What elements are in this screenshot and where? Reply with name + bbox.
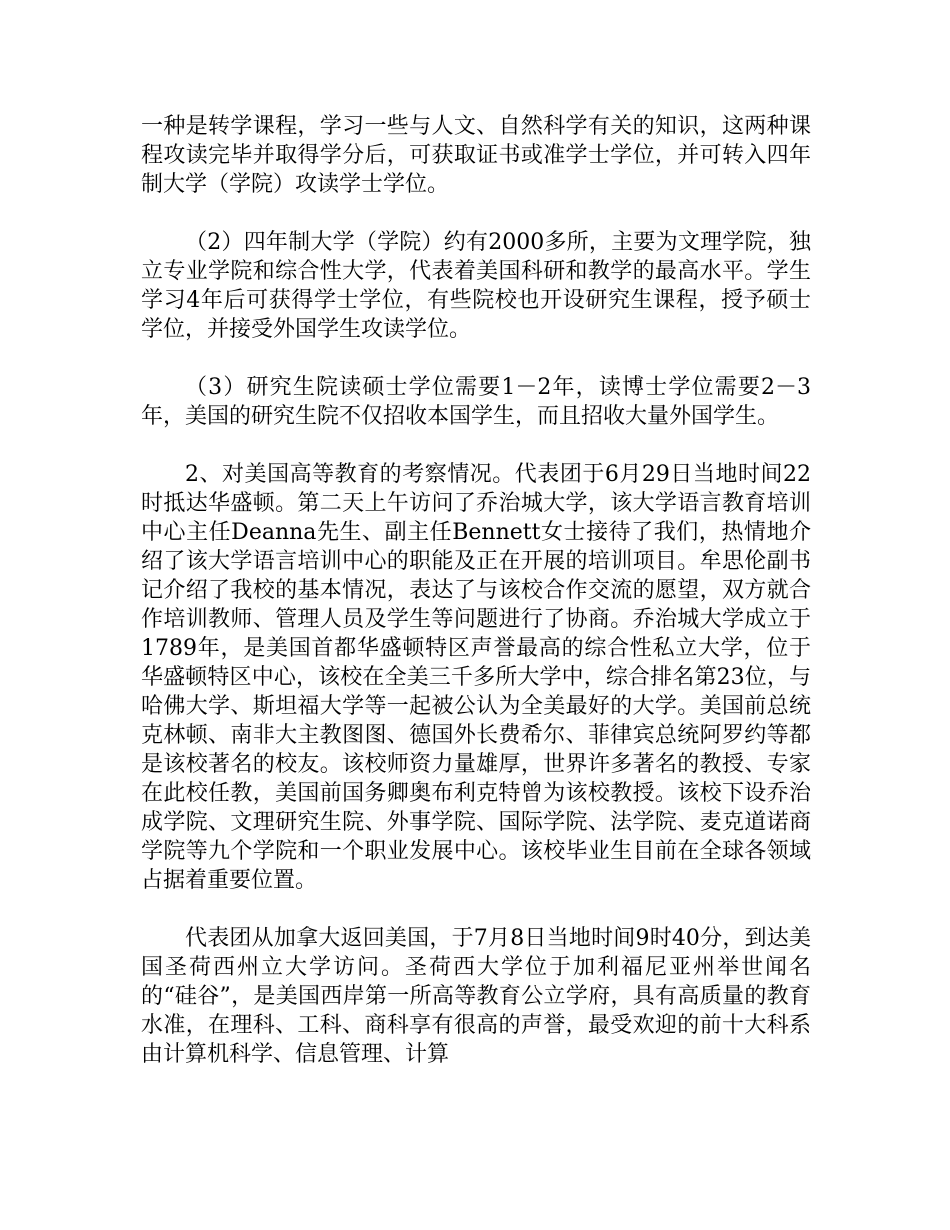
paragraph-san-jose-visit: 代表团从加拿大返回美国，于7月8日当地时间9时40分，到达美国圣荷西州立大学访问。圣荷西大学位于加利福尼亚州举世闻名的“硅谷”，是美国西岸第一所高等教育公立学府，具有高质量的教育水准，在理科、工科、商科享有很高的声誉，最受欢迎的前十大科系由计算机科学、信息管理、计算 bbox=[141, 926, 811, 1067]
paragraph-georgetown-visit: 2、对美国高等教育的考察情况。代表团于6月29日当地时间22时抵达华盛顿。第二天上午访问了乔治城大学，该大学语言教育培训中心主任Deanna先生、副主任Bennett女士接待了我们，热情地介绍了该大学语言培训中心的职能及正在开展的培训项目。牟思伦副书记介绍了我校的基本情况，表达了与该校合作交流的愿望，双方就合作培训教师、管理人员及学生等问题进行了协商。乔治城大学成立于1789年，是美国首都华盛顿特区声誉最高的综合性私立大学，位于华盛顿特区中心，该校在全美三千多所大学中，综合排名第23位，与哈佛大学、斯坦福大学等一起被公认为全美最好的大学。美国前总统克林顿、南非大主教图图、德国外长费希尔、菲律宾总统阿罗约等都是该校著名的校友。该校师资力量雄厚，世界许多著名的教授、专家在此校任教，美国前国务卿奥布利克特曾为该校教授。该校下设乔治成学院、文理研究生院、外事学院、国际学院、法学院、麦克道诺商学院等九个学院和一个职业发展中心。该校毕业生目前在全球各领域占据着重要位置。 bbox=[141, 462, 811, 893]
paragraph-four-year-universities: （2）四年制大学（学院）约有2000多所，主要为文理学院，独立专业学院和综合性大学，代表着美国科研和教学的最高水平。学生学习4年后可获得学士学位，有些院校也开设研究生课程，授予硕士学位，并接受外国学生攻读学位。 bbox=[141, 230, 811, 342]
paragraph-graduate-schools: （3）研究生院读硕士学位需要1－2年，读博士学位需要2－3年，美国的研究生院不仅招收本国学生，而且招收大量外国学生。 bbox=[141, 375, 811, 429]
paragraph-transfer-courses: 一种是转学课程，学习一些与人文、自然科学有关的知识，这两种课程攻读完毕并取得学分后，可获取证书或准学士学位，并可转入四年制大学（学院）攻读学士学位。 bbox=[141, 114, 811, 197]
document-body bbox=[141, 112, 811, 1098]
